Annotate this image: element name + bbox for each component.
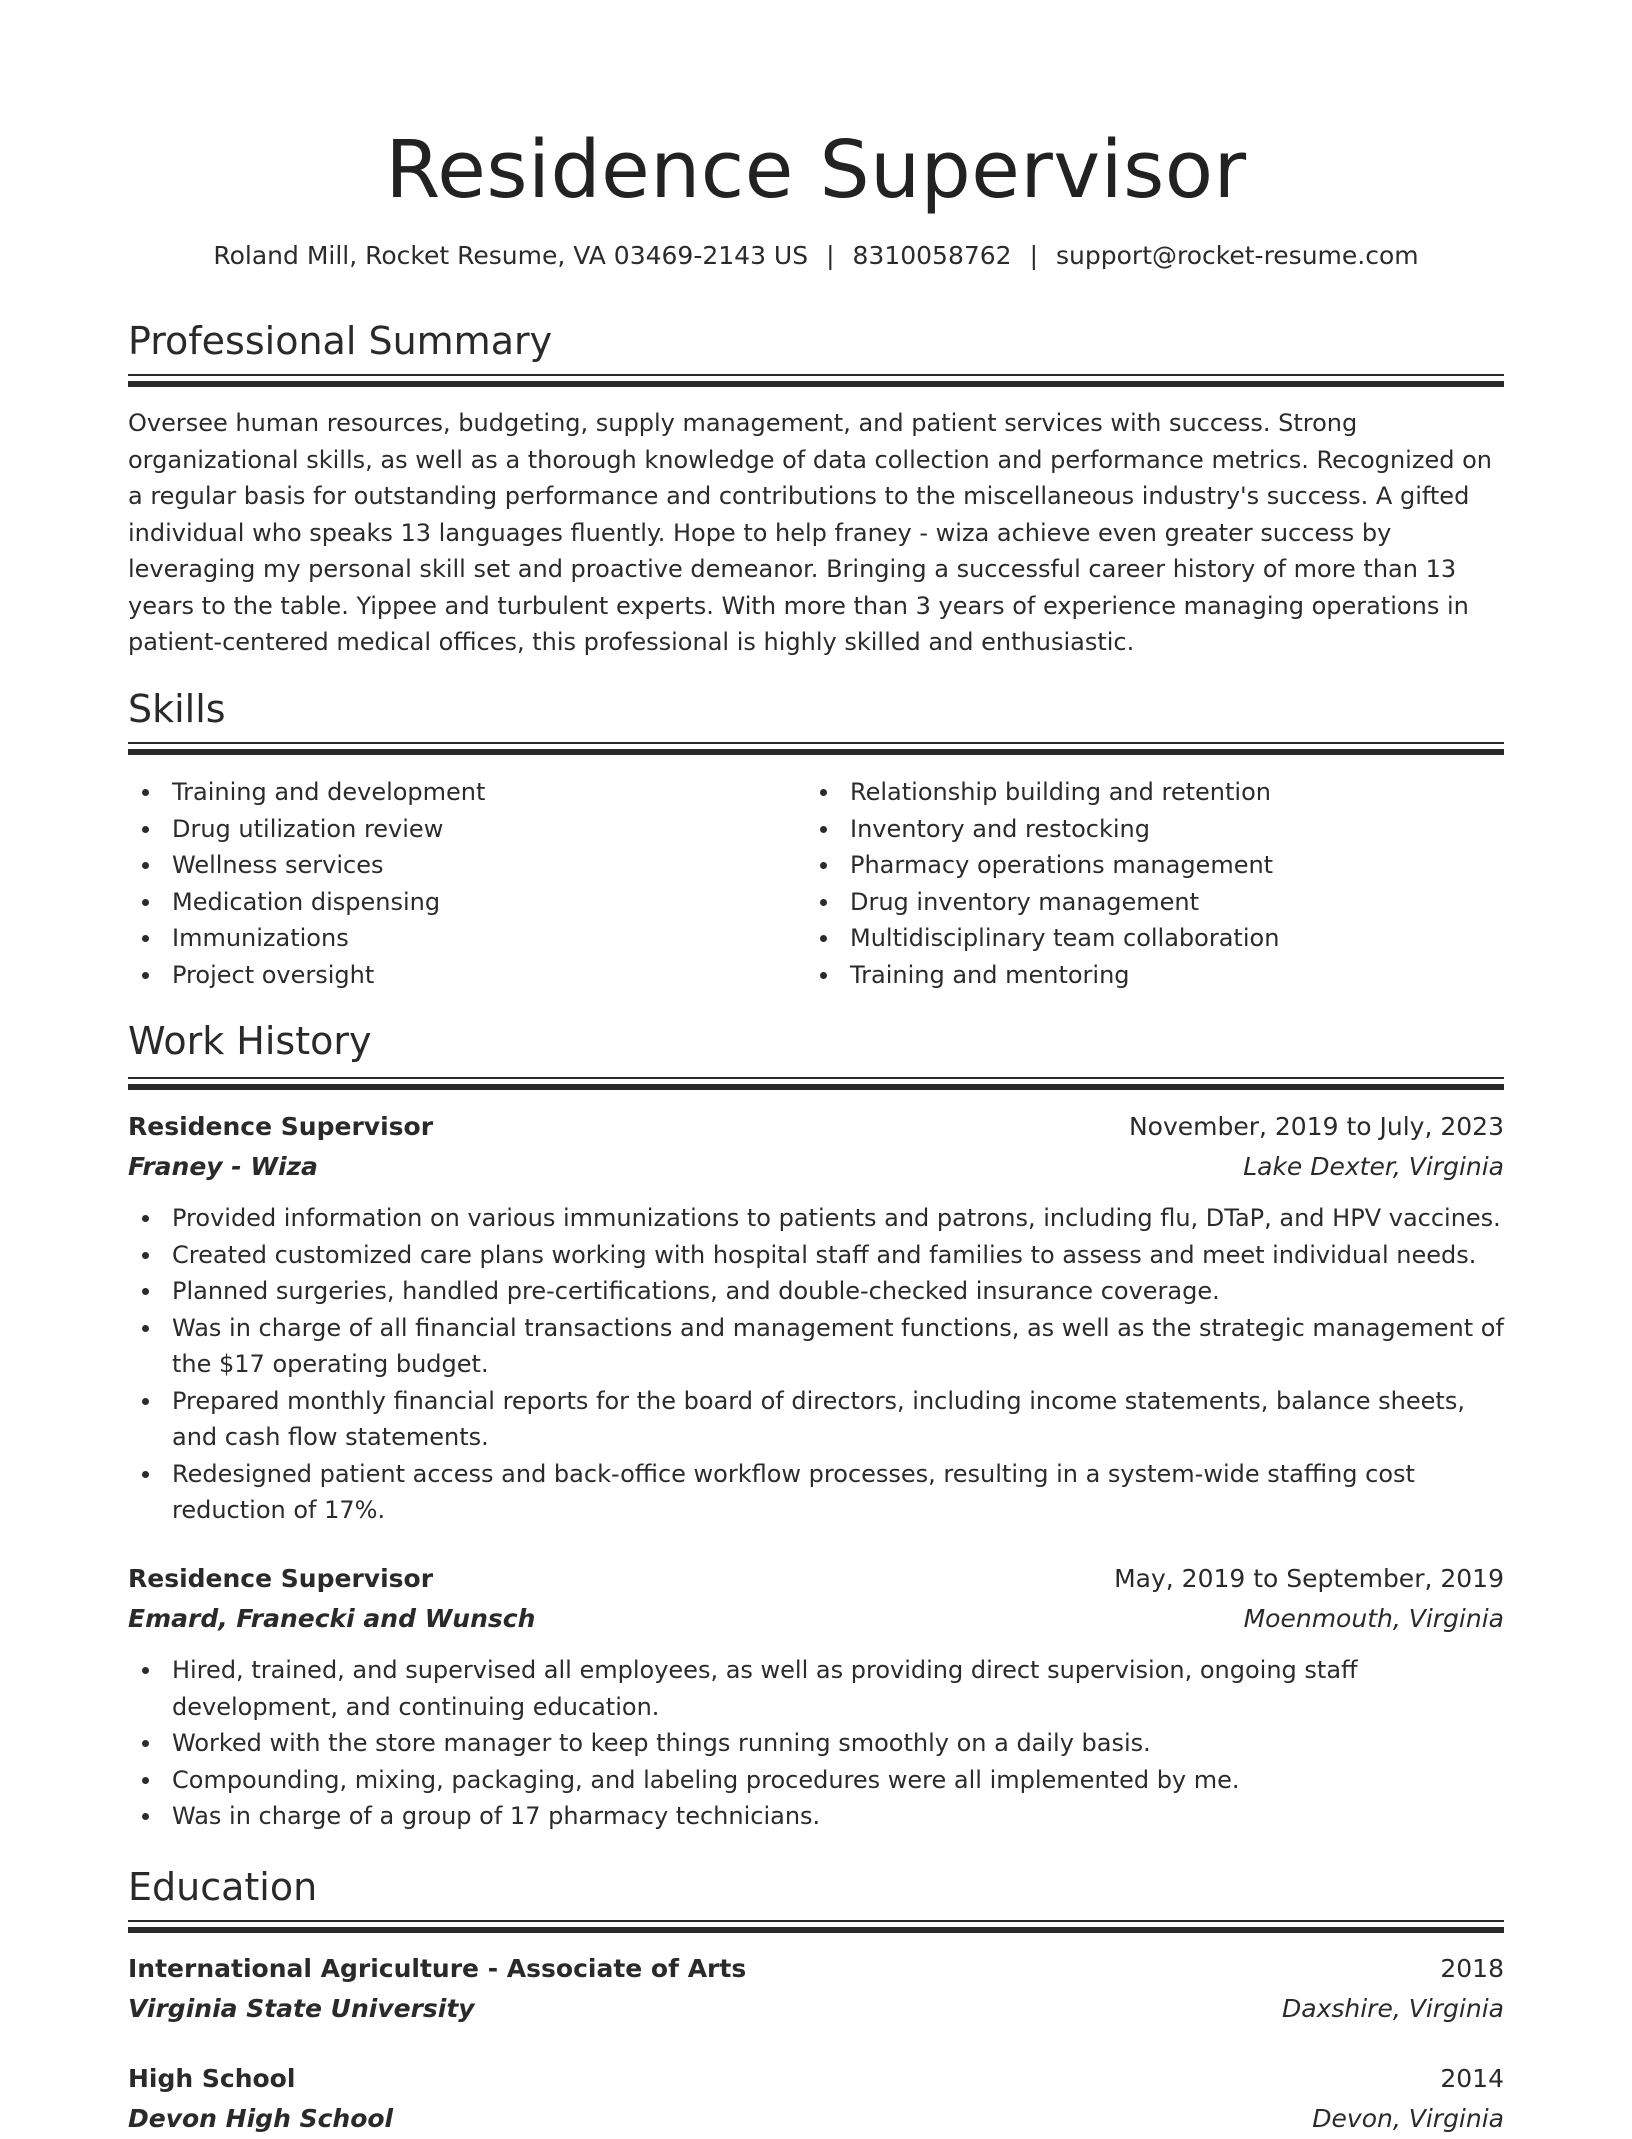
skills-list-left — [128, 774, 788, 993]
job-duty-item: Provided information on various immunizations to patients and patrons, including flu, DTaP, and HPV vaccines. — [128, 1200, 1504, 1237]
education-year: 2018 — [1440, 1954, 1504, 1983]
skill-item: Wellness services — [128, 847, 788, 884]
job-duty-item: Compounding, mixing, packaging, and labeling procedures were all implemented by me. — [128, 1762, 1504, 1799]
skill-item: Pharmacy operations management — [806, 847, 1466, 884]
job-title: Residence Supervisor — [128, 1112, 434, 1141]
job-duties-list — [128, 1200, 1504, 1529]
section-title-education: Education — [128, 1865, 318, 1909]
job-header — [128, 1559, 1504, 1599]
education-degree: High School — [128, 2064, 296, 2093]
section-title-skills: Skills — [128, 687, 226, 731]
contact-line — [128, 238, 1504, 274]
education-school: Devon High School — [128, 2104, 394, 2133]
contact-separator: | — [826, 241, 835, 270]
job-duties-list — [128, 1652, 1504, 1835]
skill-item: Immunizations — [128, 920, 788, 957]
education-location: Daxshire, Virginia — [1282, 1994, 1504, 2023]
job-location: Moenmouth, Virginia — [1243, 1604, 1504, 1633]
section-divider — [128, 374, 1504, 387]
job-dates: November, 2019 to July, 2023 — [1128, 1112, 1504, 1141]
contact-separator: | — [1029, 241, 1039, 270]
job-duty-item: Prepared monthly financial reports for the board of directors, including income statements, balance sheets, and cash flow statements. — [128, 1383, 1504, 1456]
section-divider — [128, 1920, 1504, 1933]
education-school-row — [128, 2099, 1504, 2139]
skill-item: Relationship building and retention — [806, 774, 1466, 811]
education-year: 2014 — [1440, 2064, 1504, 2093]
job-company-row — [128, 1147, 1504, 1187]
section-title-work-history: Work History — [128, 1019, 372, 1063]
education-degree: International Agriculture - Associate of Arts — [128, 1954, 747, 1983]
skill-item: Drug inventory management — [806, 884, 1466, 921]
job-company: Emard, Franecki and Wunsch — [128, 1604, 536, 1633]
section-divider — [128, 1077, 1504, 1090]
job-company: Franey - Wiza — [128, 1152, 318, 1181]
education-school: Virginia State University — [128, 1994, 475, 2023]
skill-item: Project oversight — [128, 957, 788, 994]
candidate-name: Residence Supervisor — [385, 124, 1247, 216]
section-title-summary: Professional Summary — [128, 319, 553, 363]
skill-item: Training and mentoring — [806, 957, 1466, 994]
summary-text: Oversee human resources, budgeting, supply management, and patient services with success. Strong organizational skills, as well as a thorough knowledge of data collection and performance metrics. Recognized on a regular basis for outstanding performance and contributions to the miscellaneous industry's success. A gifted individual who speaks 13 languages fluently. Hope to help franey - wiza achieve even greater success by leveraging my personal skill set and proactive demeanor. Bringing a successful career history of more than 13 years to the table. Yippee and turbulent experts. With more than 3 years of experience managing operations in patient-centered medical offices, this professional is highly skilled and enthusiastic. — [128, 409, 1492, 656]
education-school-row — [128, 1989, 1504, 2029]
contact-phone: 8310058762 — [852, 241, 1012, 270]
education-header — [128, 1949, 1504, 1989]
job-duty-item: Redesigned patient access and back-office workflow processes, resulting in a system-wide staffing cost reduction of 17%. — [128, 1456, 1504, 1529]
job-duty-item: Was in charge of a group of 17 pharmacy technicians. — [128, 1798, 1504, 1835]
skill-item: Training and development — [128, 774, 788, 811]
contact-email: support@rocket-resume.com — [1056, 241, 1419, 270]
skills-list-right — [806, 774, 1466, 993]
job-location: Lake Dexter, Virginia — [1243, 1152, 1504, 1181]
job-company-row — [128, 1599, 1504, 1639]
skill-item: Drug utilization review — [128, 811, 788, 848]
skill-item: Medication dispensing — [128, 884, 788, 921]
education-header — [128, 2059, 1504, 2099]
job-duty-item: Created customized care plans working with hospital staff and families to assess and meet individual needs. — [128, 1237, 1504, 1274]
job-duty-item: Worked with the store manager to keep things running smoothly on a daily basis. — [128, 1725, 1504, 1762]
skill-item: Multidisciplinary team collaboration — [806, 920, 1466, 957]
job-duty-item: Was in charge of all financial transactions and management functions, as well as the strategic management of the $17 operating budget. — [128, 1310, 1504, 1383]
job-duty-item: Hired, trained, and supervised all employees, as well as providing direct supervision, ongoing staff development, and continuing education. — [128, 1652, 1504, 1725]
job-duty-item: Planned surgeries, handled pre-certifications, and double-checked insurance coverage. — [128, 1273, 1504, 1310]
job-dates: May, 2019 to September, 2019 — [1114, 1564, 1504, 1593]
job-header — [128, 1107, 1504, 1147]
skill-item: Inventory and restocking — [806, 811, 1466, 848]
section-divider — [128, 742, 1504, 755]
job-title: Residence Supervisor — [128, 1564, 434, 1593]
contact-address: Roland Mill, Rocket Resume, VA 03469-2143 US — [213, 241, 809, 270]
education-location: Devon, Virginia — [1312, 2104, 1504, 2133]
